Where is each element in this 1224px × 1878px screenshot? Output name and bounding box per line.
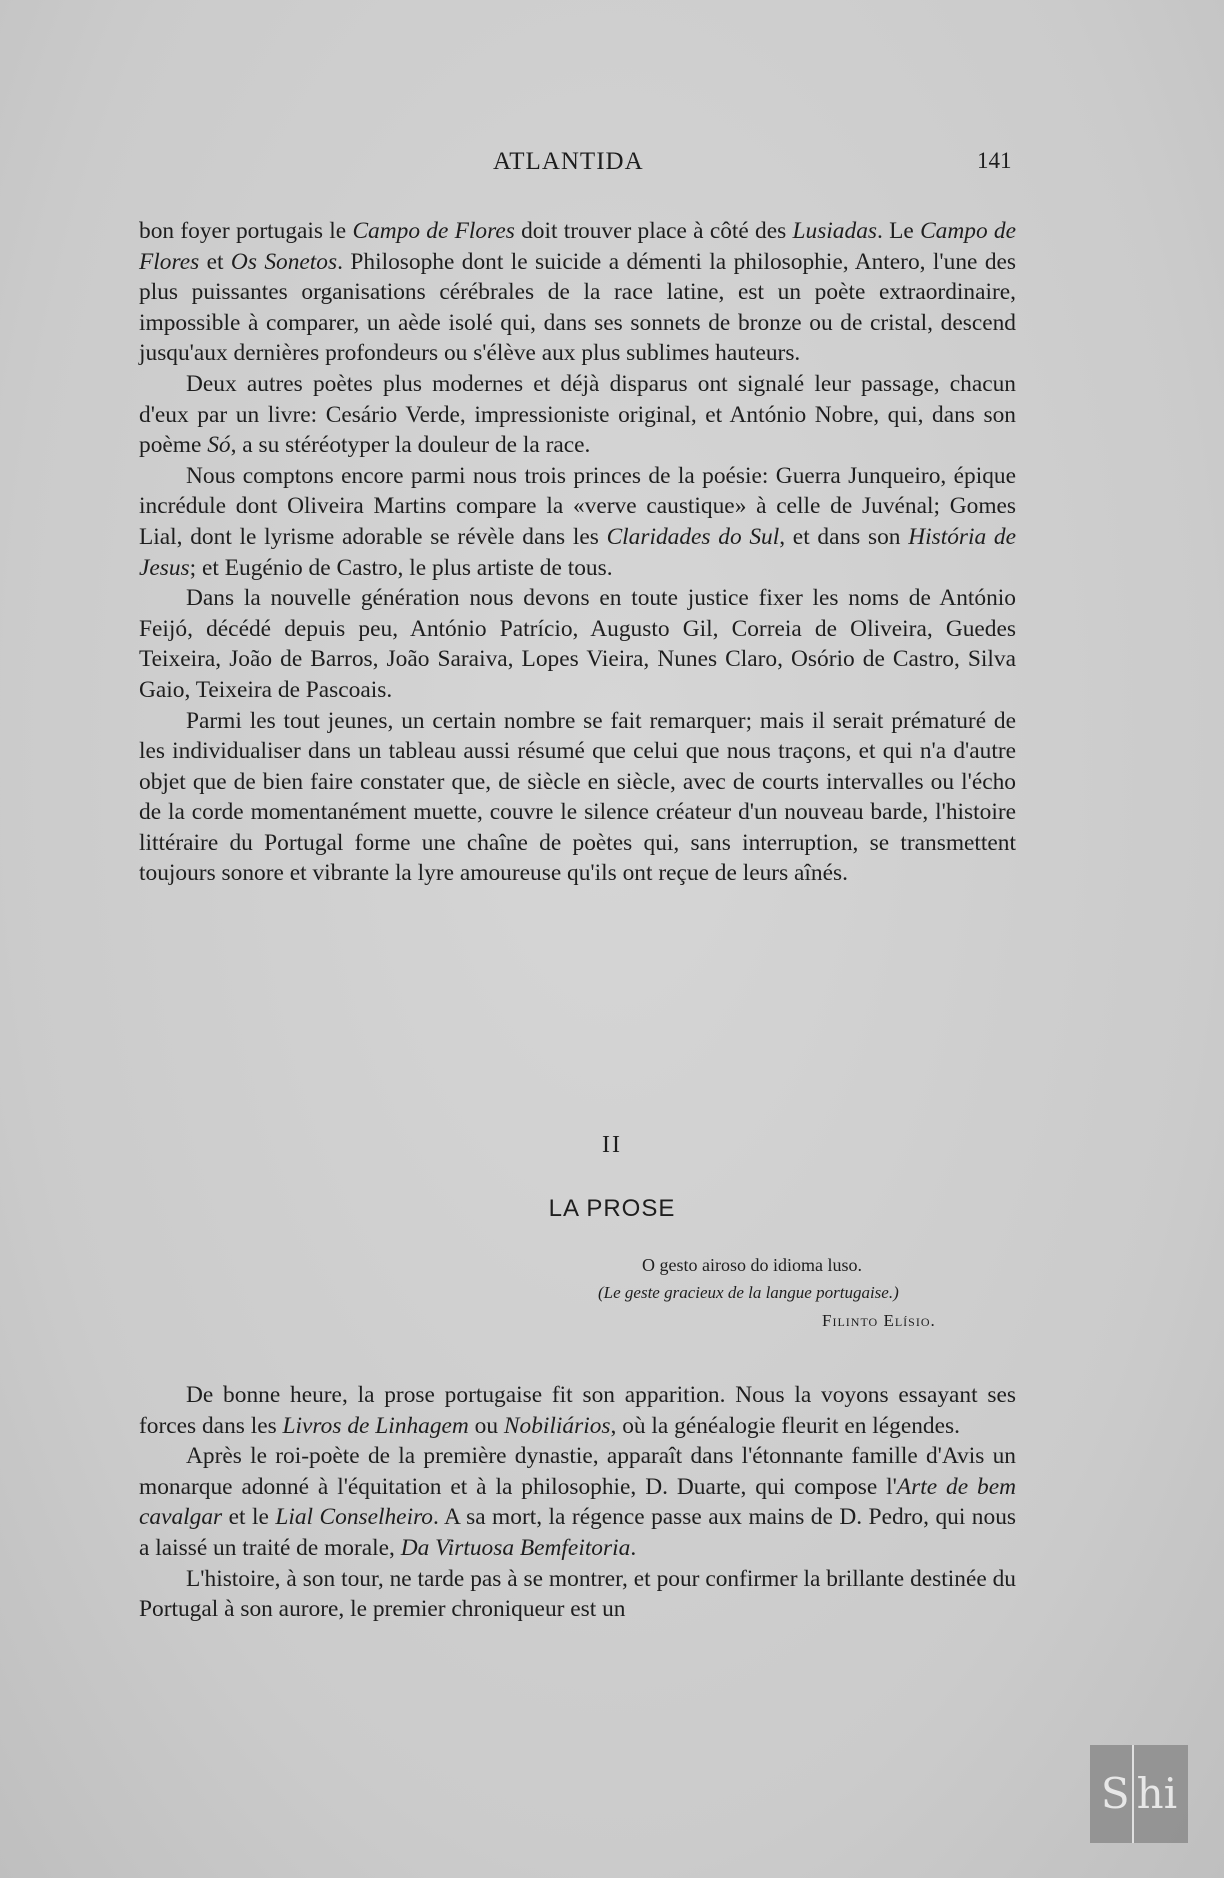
library-logo	[1090, 1745, 1188, 1843]
text-run: L'histoire, à son tour, ne tarde pas à se montrer, et pour confirmer la brillante destinée du Portugal à son aurore, le premier chroniqueur est un	[139, 1565, 1016, 1623]
section-number: II	[602, 1132, 622, 1158]
text-run: doit trouver place à côté des	[514, 218, 793, 244]
text-run: , a su stéréotyper la douleur de la race.	[230, 432, 591, 459]
italic-title: Arte de bem cavalgar	[139, 1473, 1016, 1531]
paragraph	[139, 461, 1016, 583]
section-two-text	[139, 1380, 1016, 1625]
italic-title: Os Sonetos	[230, 248, 338, 275]
italic-title: Campo de Flores	[352, 218, 515, 244]
paragraph	[139, 1564, 1016, 1625]
text-run: ; et Eugénio de Castro, le plus artiste de tous.	[189, 554, 613, 581]
text-run: Deux autres poètes plus modernes et déjà disparus ont signalé leur passage, chacun d'eux par un livre: Cesário Verde, impressioniste original, et António Nobre, qui, dans son poème	[139, 370, 1016, 459]
italic-title: Campo de Flores	[139, 218, 1016, 275]
paragraph	[139, 216, 1016, 369]
logo-letters: hi	[1132, 1745, 1177, 1843]
text-run: bon foyer portugais le	[139, 218, 353, 244]
section-one-text	[139, 216, 1016, 889]
page-number: 141	[977, 148, 1012, 173]
text-run: Parmi les tout jeunes, un certain nombre se fait remarquer; mais il serait prématuré de les individualiser dans un tableau aussi résumé que celui que nous traçons, et qui n'a d'autre objet que de bien faire constater que, de siècle en siècle, avec de courts intervalles ou l'écho de la corde momentanément muette, couvre le silence créateur d'un nouveau barde, l'histoire littéraire du Portugal forme une chaîne de poètes qui, sans interruption, se transmettent toujours sonore et vibrante la lyre amoureuse qu'ils ont reçue de leurs aînés.	[139, 707, 1016, 887]
text-run: . A sa mort, la régence passe aux mains de D. Pedro, qui nous a laissé un traité de morale,	[139, 1504, 1016, 1561]
italic-title: Da Virtuosa Bemfeitoria	[400, 1534, 631, 1561]
paragraph	[139, 1380, 1016, 1441]
paragraph	[139, 369, 1016, 461]
text-run: Après le roi-poète de la première dynastie, apparaît dans l'étonnante famille d'Avis un monarque adonné à l'équitation et à la philosophie, D. Duarte, qui compose l'	[139, 1443, 1016, 1500]
paragraph	[139, 1441, 1016, 1563]
italic-title: Lusiadas	[792, 218, 877, 244]
running-head-title: ATLANTIDA	[493, 148, 644, 175]
italic-title: História de Jesus	[139, 523, 1016, 581]
text-run: Dans la nouvelle génération nous devons en toute justice fixer les noms de António Feijó, décédé depuis peu, António Patrício, Augusto Gil, Correia de Oliveira, Guedes Teixeira, João de Barros, João Saraiva, Lopes Vieira, Nunes Claro, Osório de Castro, Silva Gaio, Teixeira de Pascoais.	[139, 585, 1016, 703]
text-run: Nous comptons encore parmi nous trois princes de la poésie: Guerra Junqueiro, épique incrédule dont Oliveira Martins compare la «verve caustique» à celle de Juvénal; Gomes Lial, dont le lyrisme adorable se révèle dans les	[139, 462, 1016, 550]
text-run: et le	[222, 1504, 276, 1531]
italic-title: Claridades do Sul	[606, 523, 780, 550]
text-run: De bonne heure, la prose portugaise fit son apparition. Nous la voyons essayant ses forces dans les	[139, 1382, 1016, 1439]
italic-title: Livros de Linhagem	[282, 1412, 469, 1439]
text-run: , où la généalogie fleurit en légendes.	[610, 1412, 960, 1439]
logo-letter: S	[1100, 1769, 1130, 1818]
epigraph-translation: (Le geste gracieux de la langue portugaise.)	[598, 1283, 899, 1302]
text-run: . Philosophe dont le suicide a démenti la philosophie, Antero, l'une des plus puissantes organisations cérébrales de la race latine, est un poète extraordinaire, impossible à comparer, un aède isolé qui, dans ses sonnets de bronze ou de cristal, descend jusqu'aux dernières profondeurs ou s'élève aux plus sublimes hauteurs.	[139, 248, 1016, 367]
text-run: et	[199, 248, 231, 275]
epigraph-quote: O gesto airoso do idioma luso.	[642, 1255, 862, 1275]
text-run: .	[630, 1534, 637, 1561]
section-title: LA PROSE	[548, 1195, 676, 1222]
italic-title: Nobiliários	[503, 1412, 611, 1439]
text-run: . Le	[877, 218, 921, 244]
epigraph	[560, 1251, 1020, 1335]
italic-title: Só	[207, 432, 231, 459]
paragraph	[139, 706, 1016, 890]
running-head	[0, 148, 1224, 180]
text-run: , et dans son	[779, 523, 909, 550]
italic-title: Lial Conselheiro	[275, 1504, 433, 1531]
epigraph-author: Filinto Elísio.	[822, 1311, 936, 1330]
paragraph	[139, 583, 1016, 705]
text-run: ou	[468, 1412, 504, 1439]
